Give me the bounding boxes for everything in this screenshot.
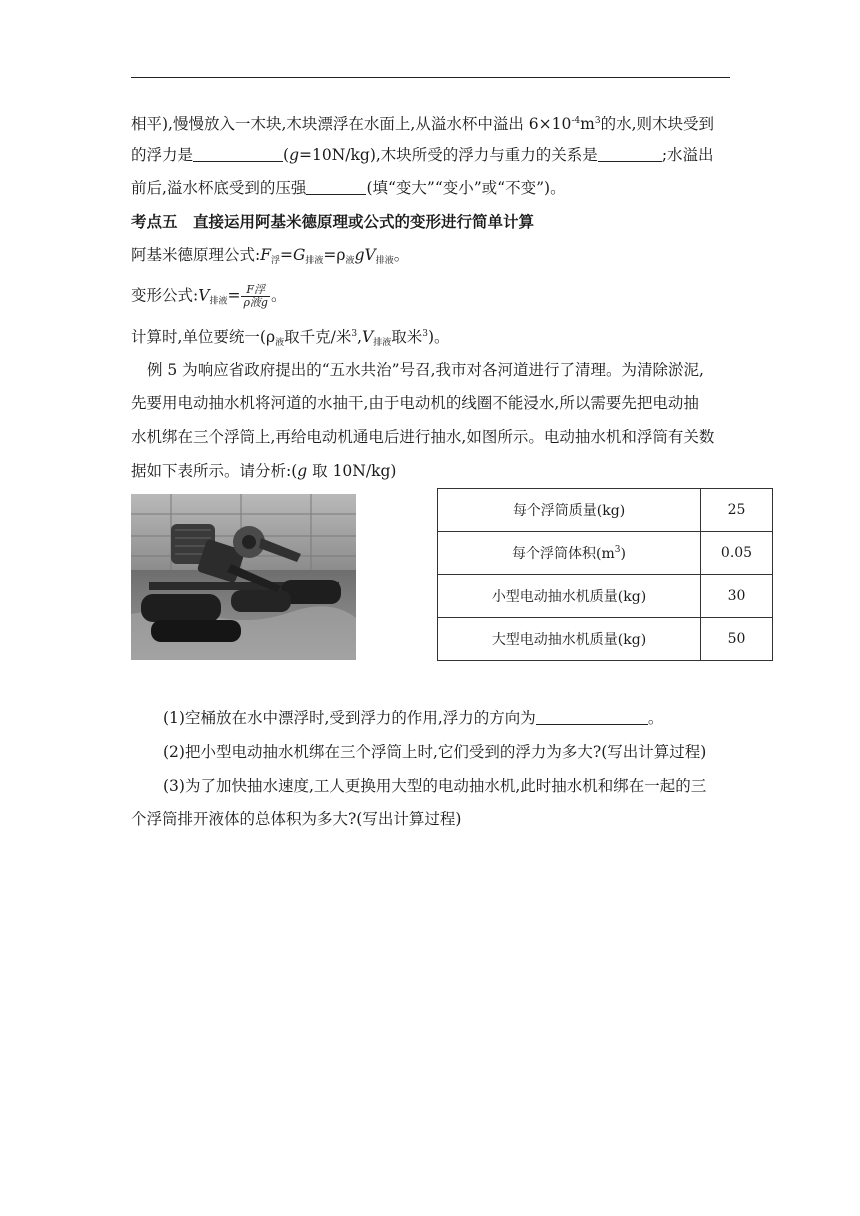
intro-line-1: 相平),慢慢放入一木块,木块漂浮在水面上,从溢水杯中溢出 $6\times 10^{-4}m^3$的水,则木块受到 <box>131 115 714 133</box>
answer-blank-direction[interactable] <box>536 709 648 725</box>
example-line-1: 例 5 为响应省政府提出的“五水共治”号召,我市对各河道进行了清理。为清除淤泥, <box>147 361 704 379</box>
intro-line-3: 前后,溢水杯底受到的压强 (填“变大”“变小”或“不变”)。 <box>131 179 566 197</box>
table-cell-label: 小型电动抽水机质量(kg) <box>438 575 701 618</box>
answer-blank-pressure[interactable] <box>306 179 366 195</box>
example-line-3: 水机绑在三个浮筒上,再给电动机通电后进行抽水,如图所示。电动抽水机和浮筒有关数 <box>131 428 715 446</box>
pump-photo <box>131 494 356 660</box>
data-table <box>437 488 773 661</box>
table-row <box>438 618 773 661</box>
table-cell-value: 30 <box>701 575 773 618</box>
unit-note: 计算时,单位要统一($\rho_液$取千克/米$^3,V_{排液}$取米$^3$)。 <box>131 328 450 348</box>
table-cell-value: 0.05 <box>701 532 773 575</box>
question-2: (2)把小型电动抽水机绑在三个浮筒上时,它们受到的浮力为多大?(写出计算过程) <box>163 743 707 761</box>
table-row <box>438 489 773 532</box>
table-row <box>438 575 773 618</box>
table-cell-label: 每个浮筒质量(kg) <box>438 489 701 532</box>
table-cell-value: 50 <box>701 618 773 661</box>
question-3-line-1: (3)为了加快抽水速度,工人更换用大型的电动抽水机,此时抽水机和绑在一起的三 <box>163 777 707 795</box>
example-line-2: 先要用电动抽水机将河道的水抽干,由于电动机的线圈不能浸水,所以需要先把电动抽 <box>131 394 699 412</box>
table-cell-value: 25 <box>701 489 773 532</box>
variant-formula: 变形公式$:V_{排液}=$ $\frac{\text{F浮}}{\text{ρ液g}}$ 。 <box>131 283 287 309</box>
answer-blank-buoyancy[interactable] <box>193 146 283 162</box>
header-rule <box>131 77 730 78</box>
table-cell-label: 大型电动抽水机质量(kg) <box>438 618 701 661</box>
section-heading: 考点五 直接运用阿基米德原理或公式的变形进行简单计算 <box>131 213 535 231</box>
answer-blank-relation[interactable] <box>598 146 662 162</box>
intro-line-2: 的浮力是 (g=10N/kg),木块所受的浮力与重力的关系是 ;水溢出 <box>131 146 714 164</box>
question-1: (1)空桶放在水中漂浮时,受到浮力的作用,浮力的方向为 。 <box>163 709 664 727</box>
example-line-4: 据如下表所示。请分析:(g 取 10N/kg) <box>131 462 397 480</box>
table-row <box>438 532 773 575</box>
table-cell-label: 每个浮筒体积$(m^3)$ <box>438 532 701 575</box>
fraction: $\frac{\text{F浮}}{\text{ρ液g}}$ <box>243 283 268 309</box>
question-3-line-2: 个浮筒排开液体的总体积为多大?(写出计算过程) <box>131 810 462 828</box>
archimedes-formula: 阿基米德原理公式$:F_浮=G_{排液}=\rho_液gV_{排液}$。 <box>131 246 410 266</box>
